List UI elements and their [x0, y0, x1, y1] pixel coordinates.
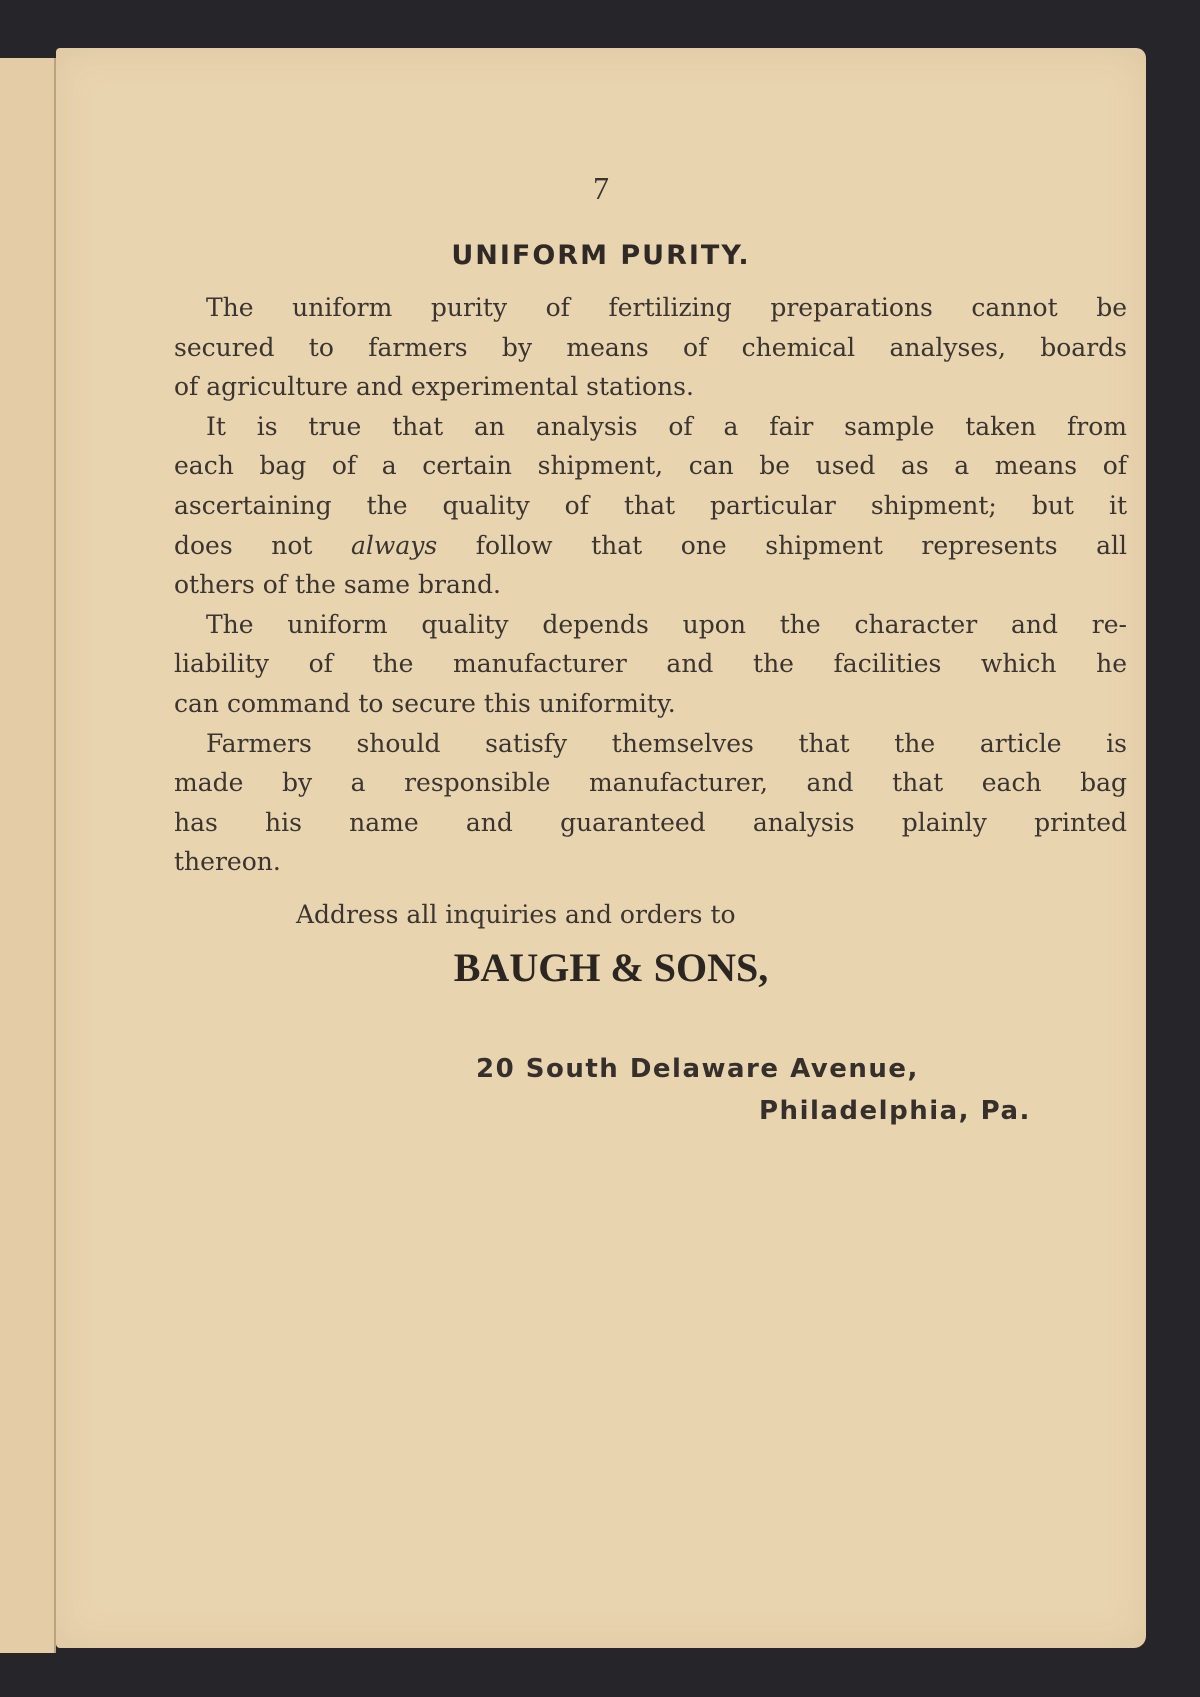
facing-page-edge	[0, 58, 56, 1653]
text-line: It is true that an analysis of a fair sample taken from	[206, 411, 1127, 441]
text-line: can command to secure this uniformity.	[174, 688, 676, 718]
text-line: liability of the manufacturer and the facilities which he	[174, 649, 1127, 679]
text-line: ascertaining the quality of that particular shipment; but it	[174, 490, 1127, 520]
body-text	[174, 288, 1127, 882]
text-line: has his name and guaranteed analysis plainly printed	[174, 807, 1127, 837]
text-line: of agriculture and experimental stations.	[174, 372, 694, 402]
company-name: BAUGH & SONS,	[453, 945, 769, 990]
text-line: each bag of a certain shipment, can be used as a means of	[174, 451, 1127, 481]
text-line: secured to farmers by means of chemical analyses, boards	[174, 332, 1127, 362]
text-line: thereon.	[174, 847, 281, 877]
document-page	[56, 48, 1146, 1648]
address-intro: Address all inquiries and orders to	[296, 900, 736, 929]
page-title: UNIFORM PURITY.	[451, 240, 751, 271]
text-line: made by a responsible manufacturer, and that each bag	[174, 768, 1127, 798]
text-fragment: does not	[174, 530, 313, 560]
page-number: 7	[593, 170, 609, 206]
text-line: The uniform quality depends upon the character and re-	[206, 609, 1127, 639]
text-line: The uniform purity of fertilizing preparations cannot be	[206, 293, 1127, 322]
emphasis-text: always	[351, 530, 438, 560]
text-line: others of the same brand.	[174, 570, 501, 600]
street-address: 20 South Delaware Avenue,	[476, 1054, 919, 1084]
text-line: Farmers should satisfy themselves that the article is	[206, 728, 1127, 758]
text-line	[174, 526, 1127, 566]
text-fragment: follow that one shipment represents all	[475, 530, 1127, 560]
city-address: Philadelphia, Pa.	[759, 1096, 1031, 1126]
